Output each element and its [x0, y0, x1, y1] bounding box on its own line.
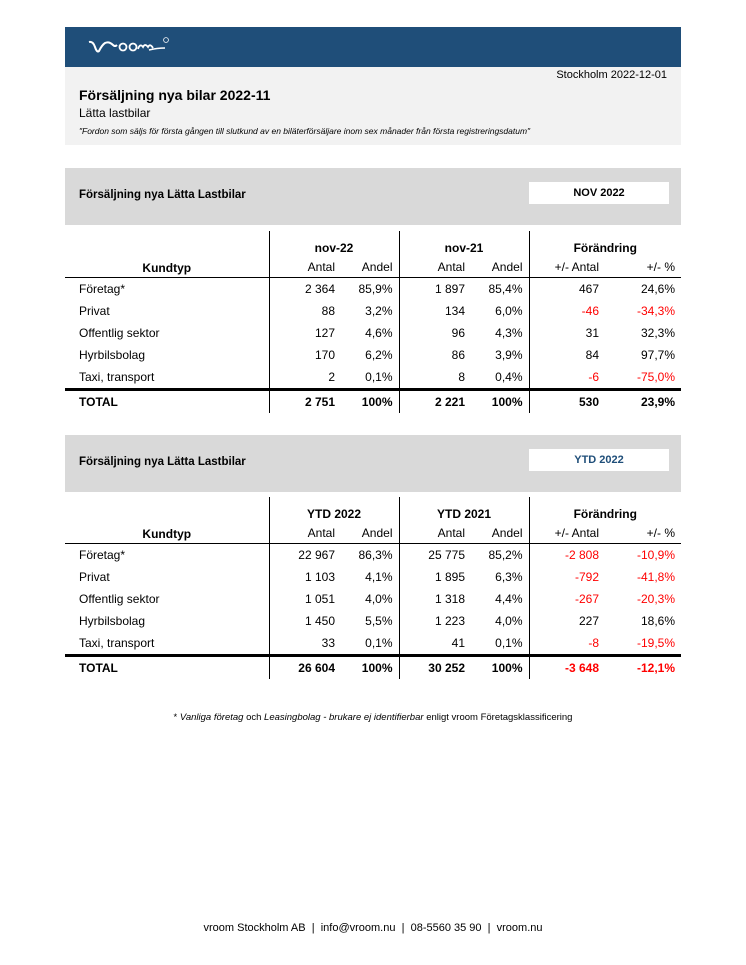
footer-separator: |: [401, 922, 405, 934]
cell-diff: 84: [529, 344, 605, 366]
cell-andel: 6,3%: [495, 570, 523, 584]
column-header-current: nov-22: [269, 231, 399, 257]
footer-email[interactable]: info@vroom.nu: [320, 922, 396, 934]
cell-diff: 31: [529, 322, 605, 344]
cell-andel: 0,1%: [495, 636, 523, 650]
total-pct: -12,1%: [605, 656, 681, 680]
section-header-month: [65, 168, 681, 225]
cell-antal: 1 103: [269, 566, 341, 588]
total-diff: -3 648: [529, 656, 605, 680]
cell-andel: 3,2%: [365, 304, 393, 318]
row-kundtyp: Taxi, transport: [79, 636, 155, 650]
table-row: [65, 344, 681, 366]
cell-antal: 1 318: [399, 588, 471, 610]
table-row: [65, 544, 681, 567]
footnote-rest: enligt vroom Företagsklassificering: [426, 712, 573, 723]
cell-diff: -2 808: [529, 544, 605, 567]
sales-table-ytd: [65, 497, 681, 679]
brand-bar: [65, 27, 681, 67]
footer-company: vroom Stockholm AB: [203, 922, 306, 934]
cell-antal: 170: [269, 344, 341, 366]
cell-andel: 4,0%: [495, 614, 523, 628]
cell-antal: 134: [399, 300, 471, 322]
table-row: [65, 588, 681, 610]
cell-pct: -20,3%: [636, 592, 676, 606]
definition-note: "Fordon som säljs för första gången till slutkund av en biläterförsäljare inom sex månader från första registreringsdatum": [79, 126, 531, 136]
cell-antal: 33: [269, 632, 341, 656]
section-title: Försäljning nya Lätta Lastbilar: [79, 189, 246, 201]
row-kundtyp: Offentlig sektor: [79, 592, 160, 606]
cell-antal: 1 223: [399, 610, 471, 632]
column-header-change: Förändring: [529, 231, 681, 257]
cell-diff: -8: [529, 632, 605, 656]
cell-antal: 1 895: [399, 566, 471, 588]
section-header-ytd: [65, 435, 681, 492]
cell-pct: -75,0%: [636, 370, 676, 384]
cell-antal: 2 364: [269, 278, 341, 301]
table-row: [65, 366, 681, 390]
column-header-kundtyp: Kundtyp: [65, 497, 269, 544]
cell-andel: 85,2%: [488, 548, 523, 562]
cell-antal: 2: [269, 366, 341, 390]
report-title: Försäljning nya bilar 2022-11: [79, 87, 271, 103]
cell-andel: 4,0%: [365, 592, 393, 606]
cell-antal: 22 967: [269, 544, 341, 567]
period-badge: NOV 2022: [529, 182, 669, 204]
cell-antal: 88: [269, 300, 341, 322]
total-row: [65, 656, 681, 680]
report-subtitle: Lätta lastbilar: [79, 106, 151, 120]
cell-andel: 85,9%: [358, 282, 393, 296]
total-row: [65, 390, 681, 414]
total-diff: 530: [529, 390, 605, 414]
cell-pct: -41,8%: [636, 570, 676, 584]
report-date: Stockholm 2022-12-01: [556, 69, 667, 81]
cell-andel: 6,2%: [365, 348, 393, 362]
table-row: [65, 610, 681, 632]
cell-andel: 5,5%: [365, 614, 393, 628]
table-row: [65, 322, 681, 344]
cell-diff: -46: [529, 300, 605, 322]
cell-antal: 8: [399, 366, 471, 390]
table-row: [65, 300, 681, 322]
cell-andel: 0,1%: [365, 636, 393, 650]
cell-pct: 24,6%: [640, 282, 676, 296]
cell-pct: 18,6%: [640, 614, 676, 628]
footer-separator: |: [311, 922, 315, 934]
column-header-previous: YTD 2021: [399, 497, 529, 523]
row-kundtyp: Hyrbilsbolag: [79, 348, 146, 362]
total-label: TOTAL: [65, 390, 269, 414]
column-header-change: Förändring: [529, 497, 681, 523]
row-kundtyp: Företag*: [79, 282, 126, 296]
cell-andel: 4,4%: [495, 592, 523, 606]
cell-pct: -10,9%: [636, 548, 676, 562]
subheader-andel: Andel: [471, 523, 529, 544]
subheader-antal: Antal: [269, 523, 341, 544]
total-andel: 100%: [341, 656, 399, 680]
row-kundtyp: Företag*: [79, 548, 126, 562]
footnote: [0, 712, 746, 723]
column-header-current: YTD 2022: [269, 497, 399, 523]
cell-andel: 86,3%: [358, 548, 393, 562]
total-pct: 23,9%: [605, 390, 681, 414]
cell-diff: -267: [529, 588, 605, 610]
subheader-pct: +/- %: [605, 523, 681, 544]
total-label: TOTAL: [65, 656, 269, 680]
cell-andel: 0,1%: [365, 370, 393, 384]
subheader-pct: +/- %: [605, 257, 681, 278]
row-kundtyp: Hyrbilsbolag: [79, 614, 146, 628]
table-row: [65, 278, 681, 301]
cell-andel: 6,0%: [495, 304, 523, 318]
cell-pct: 32,3%: [640, 326, 676, 340]
cell-pct: -19,5%: [636, 636, 676, 650]
total-antal: 26 604: [269, 656, 341, 680]
cell-antal: 1 450: [269, 610, 341, 632]
cell-andel: 4,1%: [365, 570, 393, 584]
cell-antal: 1 897: [399, 278, 471, 301]
vroom-logo: [87, 35, 177, 59]
subheader-diff: +/- Antal: [529, 523, 605, 544]
page-footer: [0, 922, 746, 934]
cell-pct: -34,3%: [636, 304, 676, 318]
row-kundtyp: Privat: [79, 304, 110, 318]
column-header-previous: nov-21: [399, 231, 529, 257]
table-row: [65, 566, 681, 588]
cell-diff: 467: [529, 278, 605, 301]
column-header-kundtyp: Kundtyp: [65, 231, 269, 278]
subheader-antal: Antal: [399, 523, 471, 544]
cell-diff: 227: [529, 610, 605, 632]
cell-andel: 85,4%: [488, 282, 523, 296]
cell-antal: 25 775: [399, 544, 471, 567]
total-andel: 100%: [471, 656, 529, 680]
cell-andel: 0,4%: [495, 370, 523, 384]
total-antal: 2 221: [399, 390, 471, 414]
cell-antal: 41: [399, 632, 471, 656]
cell-antal: 1 051: [269, 588, 341, 610]
footnote-star: *: [173, 712, 178, 723]
cell-pct: 97,7%: [640, 348, 676, 362]
cell-diff: -792: [529, 566, 605, 588]
cell-andel: 3,9%: [495, 348, 523, 362]
row-kundtyp: Privat: [79, 570, 110, 584]
period-badge: YTD 2022: [529, 449, 669, 471]
section-title: Försäljning nya Lätta Lastbilar: [79, 456, 246, 468]
cell-antal: 96: [399, 322, 471, 344]
cell-antal: 127: [269, 322, 341, 344]
footnote-mid: och: [246, 712, 262, 723]
cell-antal: 86: [399, 344, 471, 366]
footer-separator: |: [487, 922, 491, 934]
cell-andel: 4,3%: [495, 326, 523, 340]
cell-andel: 4,6%: [365, 326, 393, 340]
total-andel: 100%: [341, 390, 399, 414]
subheader-andel: Andel: [341, 257, 399, 278]
subheader-antal: Antal: [269, 257, 341, 278]
report-header: [65, 67, 681, 145]
footnote-italic-1: Vanliga företag: [179, 712, 244, 723]
total-andel: 100%: [471, 390, 529, 414]
row-kundtyp: Offentlig sektor: [79, 326, 160, 340]
subheader-andel: Andel: [341, 523, 399, 544]
total-antal: 30 252: [399, 656, 471, 680]
cell-diff: -6: [529, 366, 605, 390]
table-row: [65, 632, 681, 656]
subheader-andel: Andel: [471, 257, 529, 278]
footnote-italic-2: Leasingbolag - brukare ej identifierbar: [264, 712, 424, 723]
footer-website[interactable]: vroom.nu: [496, 922, 543, 934]
subheader-antal: Antal: [399, 257, 471, 278]
sales-table-month: [65, 231, 681, 413]
subheader-diff: +/- Antal: [529, 257, 605, 278]
footer-phone: 08-5560 35 90: [410, 922, 482, 934]
row-kundtyp: Taxi, transport: [79, 370, 155, 384]
total-antal: 2 751: [269, 390, 341, 414]
